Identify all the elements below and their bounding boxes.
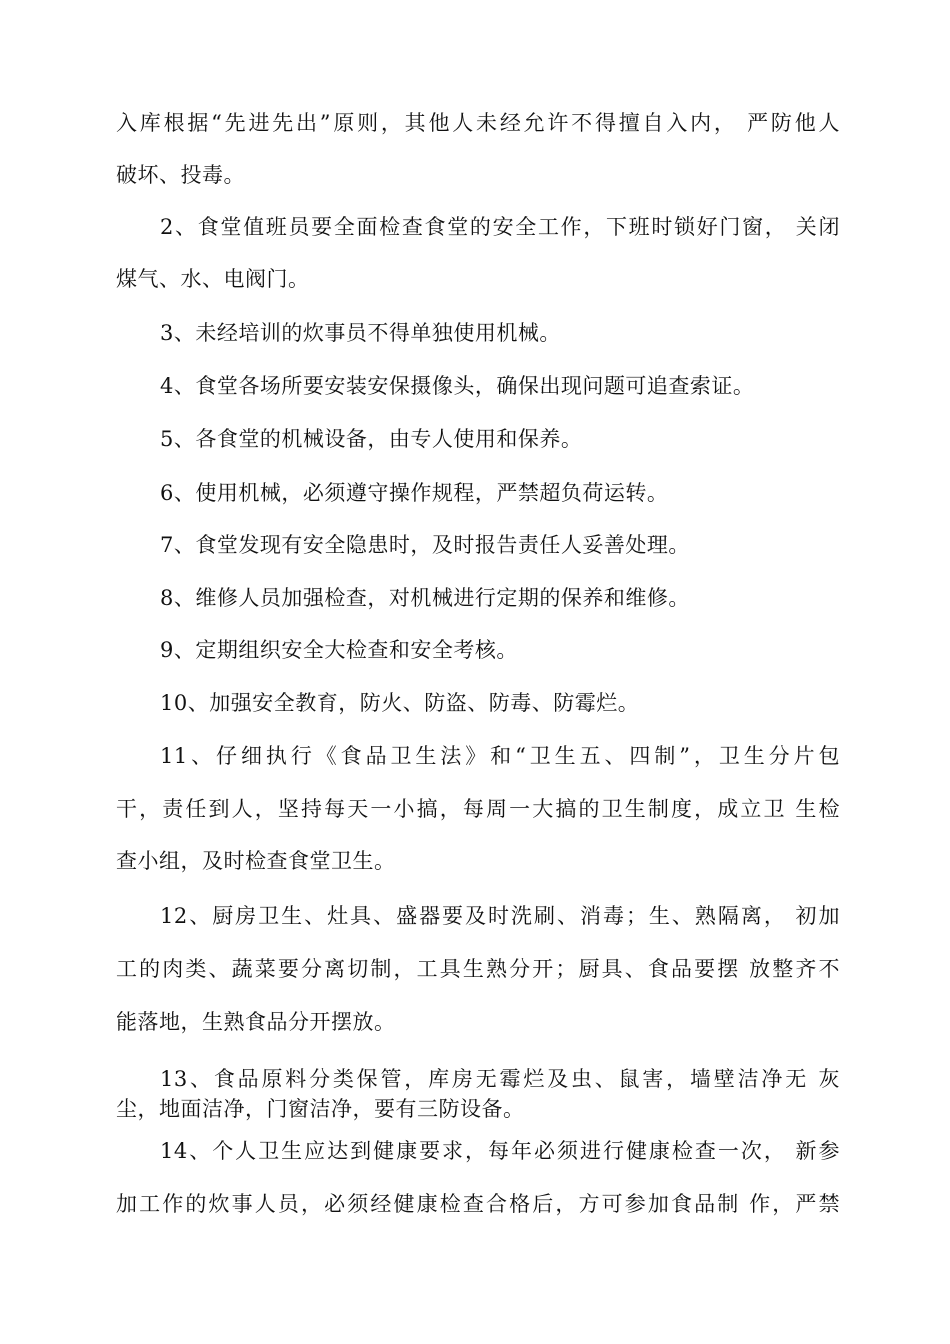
paragraph-line: 3、未经培训的炊事员不得单独使用机械。: [160, 321, 561, 345]
paragraph-line: 干，责任到人，坚持每天一小搞，每周一大搞的卫生制度，成立卫 生检: [116, 797, 840, 821]
paragraph-line: 10、加强安全教育，防火、防盗、防毒、防霉烂。: [160, 691, 640, 715]
paragraph-line: 工的肉类、蔬菜要分离切制，工具生熟分开；厨具、食品要摆 放整齐不: [116, 957, 840, 981]
paragraph-line: 2、食堂值班员要全面检查食堂的安全工作，下班时锁好门窗， 关闭: [160, 215, 840, 239]
paragraph-line: 13、食品原料分类保管，库房无霉烂及虫、鼠害，墙壁洁净无 灰: [160, 1067, 840, 1091]
paragraph-line: 尘，地面洁净，门窗洁净，要有三防设备。: [116, 1097, 525, 1121]
paragraph-line: 入库根据“先进先出”原则，其他人未经允许不得擅自入内， 严防他人: [116, 111, 840, 135]
paragraph-line: 破坏、投毒。: [116, 163, 245, 187]
paragraph-line: 查小组，及时检查食堂卫生。: [116, 849, 396, 873]
paragraph-line: 5、各食堂的机械设备，由专人使用和保养。: [160, 427, 583, 451]
paragraph-line: 能落地，生熟食品分开摆放。: [116, 1010, 396, 1034]
paragraph-line: 9、定期组织安全大检查和安全考核。: [160, 638, 518, 662]
paragraph-line: 4、食堂各场所要安装安保摄像头，确保出现问题可追查索证。: [160, 374, 755, 398]
paragraph-line: 12、厨房卫生、灶具、盛器要及时洗刷、消毒；生、熟隔离， 初加: [160, 904, 840, 928]
paragraph-line: 加工作的炊事人员，必须经健康检查合格后，方可参加食品制 作，严禁: [116, 1192, 840, 1216]
paragraph-line: 6、使用机械，必须遵守操作规程，严禁超负荷运转。: [160, 481, 669, 505]
paragraph-line: 7、食堂发现有安全隐患时，及时报告责任人妥善处理。: [160, 533, 690, 557]
paragraph-line: 煤气、水、电阀门。: [116, 267, 310, 291]
paragraph-line: 11、仔细执行《食品卫生法》和“卫生五、四制”，卫生分片包: [160, 744, 840, 768]
paragraph-line: 8、维修人员加强检查，对机械进行定期的保养和维修。: [160, 586, 690, 610]
paragraph-line: 14、个人卫生应达到健康要求，每年必须进行健康检查一次， 新参: [160, 1139, 840, 1163]
